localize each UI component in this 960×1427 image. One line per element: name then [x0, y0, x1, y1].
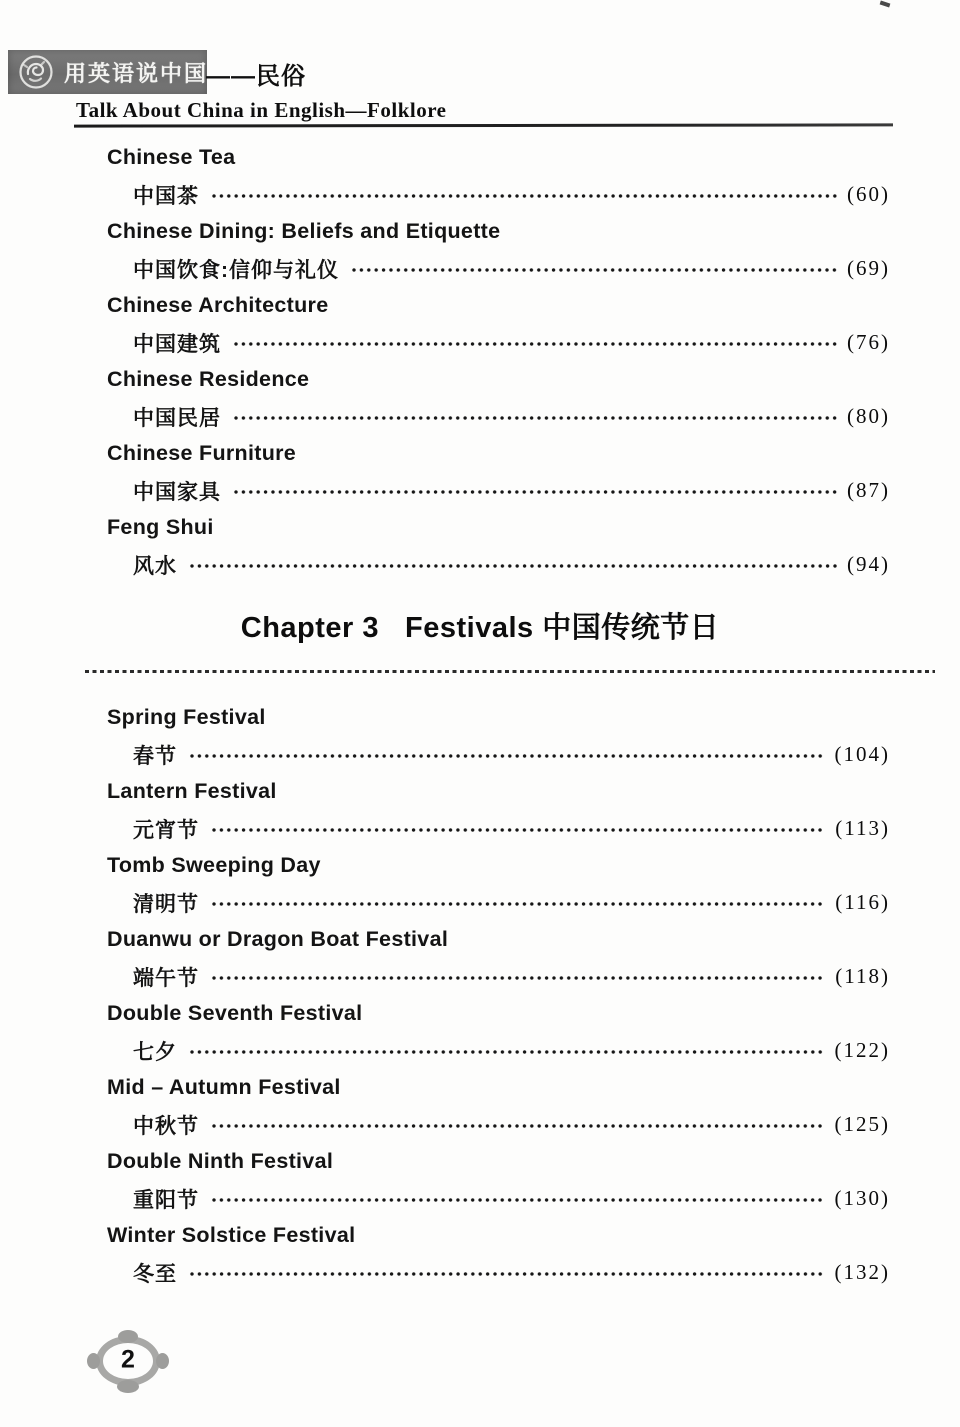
toc-entry-title-zh: 春节 [133, 744, 177, 768]
toc-entry-page-number: (87) [847, 478, 890, 502]
toc-entry-zh-row [107, 810, 890, 847]
dot-leader [189, 562, 837, 570]
toc-entry [107, 1217, 890, 1291]
toc-entry-title-en: Chinese Tea [107, 145, 236, 169]
toc-entry-title-zh: 冬至 [133, 1262, 177, 1286]
toc-entry [107, 699, 890, 773]
toc-entry-zh-row [107, 1180, 890, 1217]
dot-leader [351, 266, 837, 274]
dot-leader [233, 340, 837, 348]
toc-entry-title-en: Feng Shui [107, 515, 214, 539]
toc-entry [107, 287, 890, 361]
toc-entry-title-en: Chinese Dining: Beliefs and Etiquette [107, 219, 501, 243]
toc-entry-title-en: Double Seventh Festival [107, 1001, 363, 1025]
toc-entry-title-en: Mid – Autumn Festival [107, 1075, 341, 1099]
toc-entry-title-zh: 中国家具 [133, 480, 221, 504]
header-rule [74, 123, 893, 127]
toc-entry-title-zh: 七夕 [133, 1040, 177, 1064]
page-number: 2 [121, 1345, 135, 1374]
dot-leader [211, 1196, 825, 1204]
chapter-title: Festivals 中国传统节日 [405, 612, 720, 644]
toc-entry-title-en: Duanwu or Dragon Boat Festival [107, 927, 449, 951]
chapter-dashed-separator [85, 670, 935, 673]
toc-entry-title-zh: 元宵节 [133, 818, 199, 842]
dot-leader [189, 1048, 825, 1056]
dot-leader [211, 826, 825, 834]
header-band [8, 50, 207, 94]
toc-entry [107, 847, 890, 921]
toc-entry-zh-row [107, 1254, 890, 1291]
dot-leader [189, 752, 825, 760]
toc-entry [107, 1069, 890, 1143]
book-title-english: Talk About China in English—Folklore [76, 98, 447, 122]
toc-entry-page-number: (113) [835, 816, 890, 840]
toc-entry-zh-row [107, 250, 890, 287]
toc-entry [107, 435, 890, 509]
toc-entry-title-zh: 中秋节 [133, 1114, 199, 1138]
toc-entry-page-number: (94) [847, 552, 890, 576]
toc-entry-page-number: (116) [835, 890, 890, 914]
toc-entry [107, 995, 890, 1069]
toc-entry [107, 139, 890, 213]
toc-entry-zh-row [107, 176, 890, 213]
toc-entry-page-number: (60) [847, 182, 890, 206]
page-number-badge [90, 1331, 166, 1391]
toc-entry-zh-row [107, 884, 890, 921]
series-subject: ——民俗 [206, 63, 306, 90]
toc-entry [107, 509, 890, 583]
toc-entry [107, 213, 890, 287]
toc-section-festivals [107, 699, 890, 1291]
toc-entry-title-en: Tomb Sweeping Day [107, 853, 321, 877]
toc-entry-title-zh: 清明节 [133, 892, 199, 916]
dot-leader [233, 414, 837, 422]
toc-entry-title-en: Double Ninth Festival [107, 1149, 334, 1173]
toc-entry-title-en: Spring Festival [107, 705, 266, 729]
toc-entry-title-zh: 中国建筑 [133, 332, 221, 356]
toc-entry-title-en: Chinese Residence [107, 367, 310, 391]
toc-entry-title-zh: 中国饮食:信仰与礼仪 [133, 258, 339, 282]
toc-entry-zh-row [107, 324, 890, 361]
dot-leader [189, 1270, 825, 1278]
toc-entry-title-en: Lantern Festival [107, 779, 277, 803]
chapter-number: Chapter 3 [240, 612, 380, 644]
toc-entry-page-number: (104) [834, 742, 890, 766]
toc-entry-title-zh: 重阳节 [133, 1188, 199, 1212]
toc-entry-zh-row [107, 736, 890, 773]
toc-entry-title-zh: 端午节 [133, 966, 199, 990]
toc-entry-zh-row [107, 1032, 890, 1069]
toc-entry-zh-row [107, 546, 890, 583]
toc-entry-page-number: (118) [835, 964, 890, 988]
series-title: 用英语说中国 [64, 60, 209, 86]
toc-entry-page-number: (125) [834, 1112, 890, 1136]
toc-entry-page-number: (76) [847, 330, 890, 354]
dot-leader [211, 192, 837, 200]
toc-entry-title-en: Winter Solstice Festival [107, 1223, 356, 1247]
toc-entry-page-number: (122) [834, 1038, 890, 1062]
toc-entry-zh-row [107, 958, 890, 995]
dot-leader [211, 900, 825, 908]
badge-ornament [117, 1380, 139, 1393]
toc-entry [107, 773, 890, 847]
scan-corner-mark [880, 1, 891, 8]
toc-entry-page-number: (69) [847, 256, 890, 280]
toc-section-top [107, 139, 890, 583]
dot-leader [211, 974, 825, 982]
dot-leader [211, 1122, 825, 1130]
dot-leader [233, 488, 837, 496]
toc-content [0, 139, 960, 1291]
chapter-heading [0, 605, 960, 656]
toc-entry-title-zh: 风水 [133, 554, 177, 578]
toc-entry-page-number: (80) [847, 404, 890, 428]
badge-ornament [118, 1330, 138, 1343]
toc-entry-title-en: Chinese Architecture [107, 293, 329, 317]
toc-entry-title-zh: 中国民居 [133, 406, 221, 430]
toc-entry-zh-row [107, 472, 890, 509]
toc-entry [107, 361, 890, 435]
toc-entry [107, 921, 890, 995]
toc-entry-page-number: (132) [834, 1260, 890, 1284]
dragon-medallion-icon [16, 52, 56, 92]
toc-entry-zh-row [107, 398, 890, 435]
toc-entry-zh-row [107, 1106, 890, 1143]
toc-entry-title-en: Chinese Furniture [107, 441, 297, 465]
toc-entry [107, 1143, 890, 1217]
toc-entry-page-number: (130) [834, 1186, 890, 1210]
toc-entry-title-zh: 中国茶 [133, 184, 199, 208]
